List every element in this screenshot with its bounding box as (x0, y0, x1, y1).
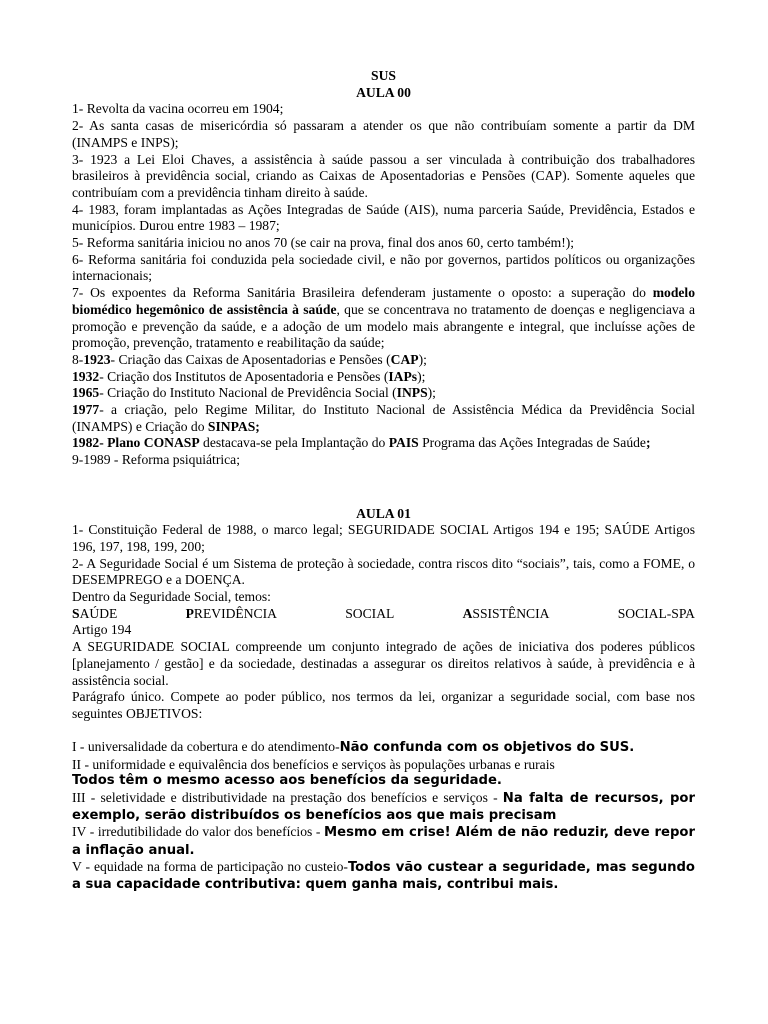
aula-01-heading: AULA 01 (356, 505, 411, 521)
objective-5 (72, 859, 695, 894)
spa-assistencia-initial: A (462, 605, 473, 621)
spa-saude-initial: S (72, 605, 80, 621)
seguridade-paragraph: A SEGURIDADE SOCIAL compreende um conjunto integrado de ações de iniciativa dos poderes públicos [planejamento / gestão] e da sociedade, destinadas a assegurar os direitos relativos à saúde, à previdência e à assistência social. (72, 639, 695, 688)
objective-4 (72, 824, 695, 859)
year-1982-line (72, 435, 695, 452)
spa-assistencia (463, 606, 550, 623)
item-7-text-a: 7- Os expoentes da Reforma Sanitária Brasileira defenderam justamente o oposto: a superação do (72, 285, 653, 301)
year-1932-end: ); (417, 368, 426, 384)
aula-00-item-3: 3- 1923 a Lei Eloi Chaves, a assistência à saúde passou a ser vinculada à contribuição dos trabalhadores brasileiros à previdência social, criando as Caixas de Aposentadorias e Pensões (CAP). Somente aqueles que contribuíam com a previdência tinham direito à saúde. (72, 151, 695, 200)
item-7-text-c: , que se concentrava no tratamento de doenças e negligenciava a promoção e prevenção da saúde, e a adoção de um modelo mais abrangente e integral, que incluísse ações de promoção, prevenção, tratamento e reabilitação da saúde; (72, 301, 695, 351)
objective-1 (72, 739, 695, 756)
aula-00-item-4: 4- 1983, foram implantadas as Ações Integradas de Saúde (AIS), numa parceria Saúde, Previdência, Estados e municípios. Durou entre 1983 – 1987; (72, 201, 695, 234)
year-1977: 1977 (72, 402, 100, 418)
year-1965-end: ); (427, 385, 436, 401)
spa-saude-rest: AÚDE (79, 605, 118, 621)
objective-3-text: III - seletividade e distributividade na prestação dos benefícios e serviços - (72, 789, 503, 805)
aula-00-item-8 (72, 352, 695, 369)
aula-00-item-7 (72, 285, 695, 352)
item-8-abbr: CAP (390, 351, 419, 367)
year-1965: 1965 (72, 385, 100, 401)
aula-00-item-1: 1- Revolta da vacina ocorreu em 1904; (72, 101, 284, 117)
aula-00-heading: AULA 00 (356, 84, 411, 100)
year-1932-abbr: IAPs (388, 368, 418, 384)
year-1977-text: - a criação, pelo Regime Militar, do Instituto Nacional de Assistência Médica da Previdência Social (INAMPS) e Criação do (72, 402, 695, 434)
year-1965-text: - Criação do Instituto Nacional de Previdência Social ( (99, 385, 397, 401)
item-8-prefix: 8- (72, 351, 84, 367)
spa-previdencia (186, 606, 277, 623)
year-1932-text: - Criação dos Institutos de Aposentadoria e Pensões ( (99, 368, 389, 384)
spa-saude (72, 606, 117, 623)
objective-2-note: Todos têm o mesmo acesso aos benefícios da seguridade. (72, 773, 502, 789)
year-1982-end: ; (645, 435, 651, 451)
aula-01-item-1: 1- Constituição Federal de 1988, o marco legal; SEGURIDADE SOCIAL Artigos 194 e 195; SAÚDE Artigos 196, 197, 198, 199, 200; (72, 522, 695, 554)
section-spacer (72, 469, 695, 489)
objective-1-text: I - universalidade da cobertura e do atendimento- (72, 739, 340, 755)
year-1965-abbr: INPS (396, 385, 428, 401)
year-1982-abbr: PAIS (388, 435, 419, 451)
item-8-year: 1923 (83, 351, 111, 367)
objectives-spacer (72, 723, 695, 740)
aula-00-item-2: 2- As santa casas de misericórdia só passaram a atender os que não contribuíam somente a partir da DM (INAMPS e INPS); (72, 118, 695, 150)
paragrafo-unico: Parágrafo único. Compete ao poder público, nos termos da lei, organizar a seguridade social, com base nos seguintes OBJETIVOS: (72, 689, 695, 721)
aula-00-item-9: 9-1989 - Reforma psiquiátrica; (72, 452, 240, 468)
year-1982-text-2: Programa das Ações Integradas de Saúde (418, 435, 646, 451)
objective-4-text: IV - irredutibilidade do valor dos benefícios - (72, 824, 325, 840)
objective-5-note: Todos vão custear a seguridade, mas segundo a sua capacidade contributiva: quem ganha mais, contribui mais. (72, 859, 695, 893)
spa-previdencia-rest: REVIDÊNCIA (193, 605, 277, 621)
item-8-text: - Criação das Caixas de Aposentadorias e Pensões ( (110, 351, 391, 367)
year-1977-abbr: SINPAS; (207, 418, 260, 434)
objective-5-text: V - equidade na forma de participação no custeio- (72, 858, 348, 874)
year-1982-text: destacava-se pela Implantação do (199, 435, 389, 451)
spa-line (72, 606, 695, 623)
year-1965-line (72, 385, 695, 402)
aula-00-item-6: 6- Reforma sanitária foi conduzida pela sociedade civil, e não por governos, partidos políticos ou organizações internacionais; (72, 251, 695, 284)
artigo-194: Artigo 194 (72, 622, 132, 638)
item-8-end: ); (418, 351, 427, 367)
year-1982: 1982- Plano CONASP (72, 435, 200, 451)
year-1932-line (72, 369, 695, 386)
item-7-bold: modelo biomédico hegemônico de assistência à saúde (72, 285, 695, 317)
aula-01-item-2: 2- A Seguridade Social é um Sistema de proteção à sociedade, contra riscos dito “sociais”, tais, como a FOME, o DESEMPREGO e a DOENÇA. (72, 555, 695, 588)
document-body (72, 68, 695, 893)
spa-assistencia-rest: SSISTÊNCIA (472, 605, 550, 621)
year-1977-line (72, 402, 695, 435)
year-1932: 1932 (72, 368, 100, 384)
section-spacer (72, 489, 695, 506)
objective-2 (72, 757, 695, 790)
objective-4-note: Mesmo em crise! Além de não reduzir, deve repor a inflação anual. (72, 825, 695, 858)
spa-previdencia-initial: P (185, 605, 194, 621)
objective-3 (72, 790, 695, 825)
dentro-line: Dentro da Seguridade Social, temos: (72, 589, 271, 605)
aula-00-item-5: 5- Reforma sanitária iniciou no anos 70 (se cair na prova, final dos anos 60, certo também!); (72, 235, 575, 251)
objective-1-note: Não confunda com os objetivos do SUS. (339, 740, 635, 756)
objective-3-note: Na falta de recursos, por exemplo, serão distribuídos os benefícios aos que mais precisam (72, 790, 695, 823)
document-title: SUS (371, 68, 396, 83)
objective-2-text: II - uniformidade e equivalência dos benefícios e serviços às populações urbanas e rurais (72, 756, 555, 772)
spa-social: SOCIAL (345, 605, 395, 621)
spa-social-spa: SOCIAL-SPA (617, 605, 695, 621)
